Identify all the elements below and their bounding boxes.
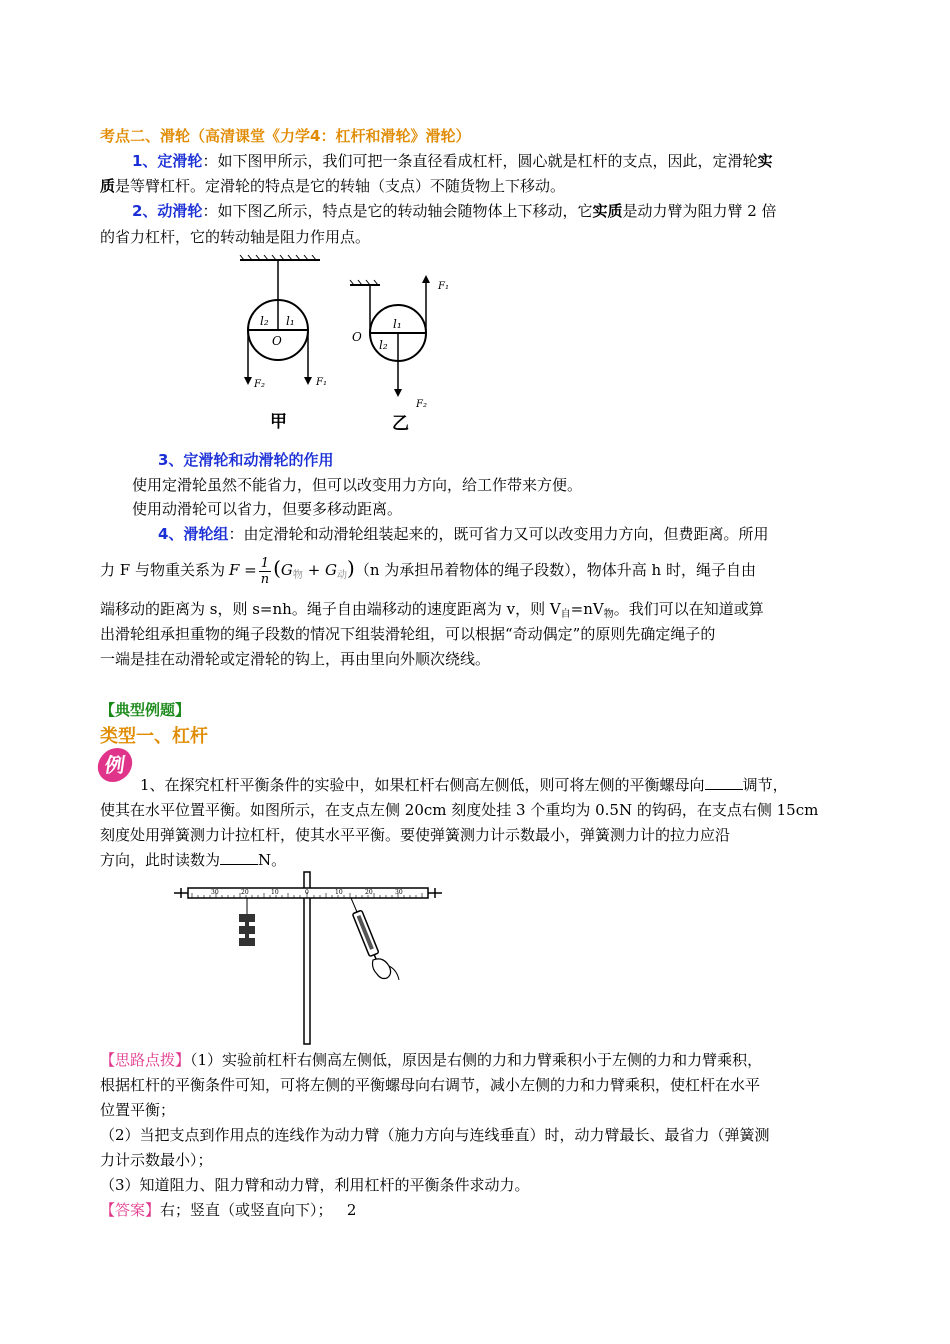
text: =nV	[570, 600, 604, 618]
pulley-function-heading: 3、定滑轮和动滑轮的作用	[158, 451, 334, 469]
tick-label: 30	[395, 889, 403, 896]
hint-label: 【思路点拨】	[100, 1051, 191, 1069]
hint-line2: 根据杠杆的平衡条件可知，可将左侧的平衡螺母向右调节，减小左侧的力和力臂乘积，使杠杆在水平	[100, 1076, 761, 1094]
question1-line1	[140, 774, 788, 796]
spring-scale	[351, 898, 399, 980]
pulley-system-line2	[100, 553, 756, 591]
paragraph-fixed-pulley-line2	[100, 175, 565, 197]
tick-label: 10	[271, 889, 279, 896]
bold-text: 质	[100, 177, 116, 195]
pulley-system-line4: 出滑轮组承担重物的绳子段数的情况下组装滑轮组，可以根据“奇动偶定”的原则先确定绳子的	[100, 625, 716, 643]
fig-label-yi: 乙	[392, 414, 409, 434]
text: ：如下图甲所示，我们可把一条直径看成杠杆，圆心就是杠杆的支点，因此，定滑轮	[202, 152, 758, 170]
pulley-system-line3	[100, 598, 764, 626]
formula-plus: +	[307, 561, 321, 579]
subscript: 物	[603, 609, 614, 620]
pulley-system-line5: 一端是挂在动滑轮或定滑轮的钩上，再由里向外顺次绕线。	[100, 650, 491, 668]
fraction-denominator: n	[260, 571, 270, 587]
formula-fraction	[259, 556, 271, 587]
text: ：由定滑轮和动滑轮组装起来的，既可省力又可以改变用力方向，但费距离。所用	[228, 525, 769, 543]
answer-blank	[220, 850, 258, 865]
paragraph-movable-pulley-line1	[132, 200, 777, 222]
text: 方向，此时读数为	[100, 851, 221, 869]
examples-heading: 【典型例题】	[100, 701, 191, 719]
text: ：如下图乙所示，特点是它的转动轴会随物体上下移动，它	[202, 202, 593, 220]
answer-line	[100, 1199, 356, 1221]
question1-line3: 刻度处用弹簧测力计拉杠杆，使其水平平衡。要使弹簧测力计示数最小，弹簧测力计的拉力应沿	[100, 826, 731, 844]
text: 是动力臂为阻力臂 2 倍	[622, 202, 777, 220]
fixed-l1-label: l₁	[286, 314, 295, 328]
bold-text: 实	[757, 152, 773, 170]
example-badge: 例	[96, 748, 135, 782]
text: 是等臂杠杆。定滑轮的特点是它的转轴（支点）不随货物上下移动。	[115, 177, 566, 195]
fig-label-jia: 甲	[270, 412, 287, 432]
formula: F = $\frac{1}{n}$ $(G_物 + G_动)$	[228, 555, 355, 587]
movable-pulley-diagram	[350, 275, 449, 434]
pulley-system-line1	[158, 523, 768, 545]
pulley-function-line2: 使用动滑轮可以省力，但要多移动距离。	[132, 500, 403, 518]
answer-label: 【答案】	[100, 1201, 161, 1219]
text: （1）实验前杠杆右侧高左侧低，原因是右侧的力和力臂乘积小于左侧的力和力臂乘积，	[190, 1051, 763, 1069]
pulley-figure	[230, 255, 470, 435]
type1-heading: 类型一、杠杆	[100, 726, 208, 747]
fixed-o-label: O	[272, 334, 282, 348]
hook-weights	[239, 898, 255, 946]
formula-eq: =	[244, 561, 257, 579]
fraction-numerator: 1	[259, 556, 271, 572]
formula-f: F	[228, 561, 240, 579]
fixed-l2-label: l₂	[260, 314, 269, 328]
answer-text: 右；竖直（或竖直向下）； 2	[160, 1201, 357, 1219]
text: 。我们可以在知道或算	[613, 600, 764, 618]
tick-label: 20	[365, 889, 373, 896]
answer-blank	[705, 775, 743, 790]
tick-label: 20	[241, 889, 249, 896]
movable-f2-label: F₂	[416, 399, 427, 410]
fixed-f2-label: F₂	[254, 379, 265, 390]
tick-label: 10	[335, 889, 343, 896]
movable-l1-label: l₁	[393, 317, 402, 331]
text: N。	[258, 851, 287, 869]
hint-line4: （2）当把支点到作用点的连线作为动力臂（施力方向与连线垂直）时，动力臂最长、最省力（弹簧测	[100, 1126, 770, 1144]
question1-line2: 使其在水平位置平衡。如图所示，在支点左侧 20cm 刻度处挂 3 个重均为 0.5N 的钩码，在支点右侧 15cm	[100, 801, 819, 819]
hint-line1	[100, 1049, 762, 1071]
hint-line3: 位置平衡；	[100, 1101, 176, 1119]
paragraph-movable-pulley-line2: 的省力杠杆，它的转动轴是阻力作用点。	[100, 228, 371, 246]
pulley-system-label: 4、滑轮组	[158, 525, 229, 543]
hint-line5: 力计示数最小）；	[100, 1151, 213, 1169]
fixed-pulley-label: 1、定滑轮	[132, 152, 203, 170]
formula-sub: 动	[337, 570, 348, 581]
text: 1、在探究杠杆平衡条件的实验中，如果杠杆右侧高左侧低，则可将左侧的平衡螺母向	[140, 776, 705, 794]
bold-text: 实质	[592, 202, 623, 220]
text: 调节，	[742, 776, 788, 794]
lever-figure	[170, 868, 450, 1048]
text: 力 F 与物重关系为	[100, 561, 225, 579]
hint-line6: （3）知道阻力、阻力臂和动力臂，利用杠杆的平衡条件求动力。	[100, 1176, 530, 1194]
movable-o-label: O	[352, 330, 362, 344]
text: 端移动的距离为 s，则 s=nh。绳子自由端移动的速度距离为 v，则 V	[100, 600, 561, 618]
section-title: 考点二、滑轮（高清课堂《力学4：杠杆和滑轮》滑轮）	[100, 127, 471, 145]
tick-label: 30	[211, 889, 219, 896]
movable-pulley-label: 2、动滑轮	[132, 202, 203, 220]
fixed-f1-label: F₁	[316, 377, 327, 388]
movable-l2-label: l₂	[379, 338, 388, 352]
formula-g: G	[280, 561, 293, 579]
fixed-pulley-diagram	[240, 255, 327, 432]
movable-f1-label: F₁	[438, 281, 449, 292]
subscript: 自	[560, 609, 571, 620]
text: （n 为承担吊着物体的绳子段数），物体升高 h 时，绳子自由	[354, 561, 756, 579]
tick-label: 0	[305, 889, 309, 896]
pulley-function-line1: 使用定滑轮虽然不能省力，但可以改变用力方向，给工作带来方便。	[132, 476, 583, 494]
formula-g: G	[325, 561, 338, 579]
paragraph-fixed-pulley-line1	[132, 150, 772, 172]
hand-icon	[373, 959, 391, 979]
formula-sub: 物	[292, 570, 303, 581]
